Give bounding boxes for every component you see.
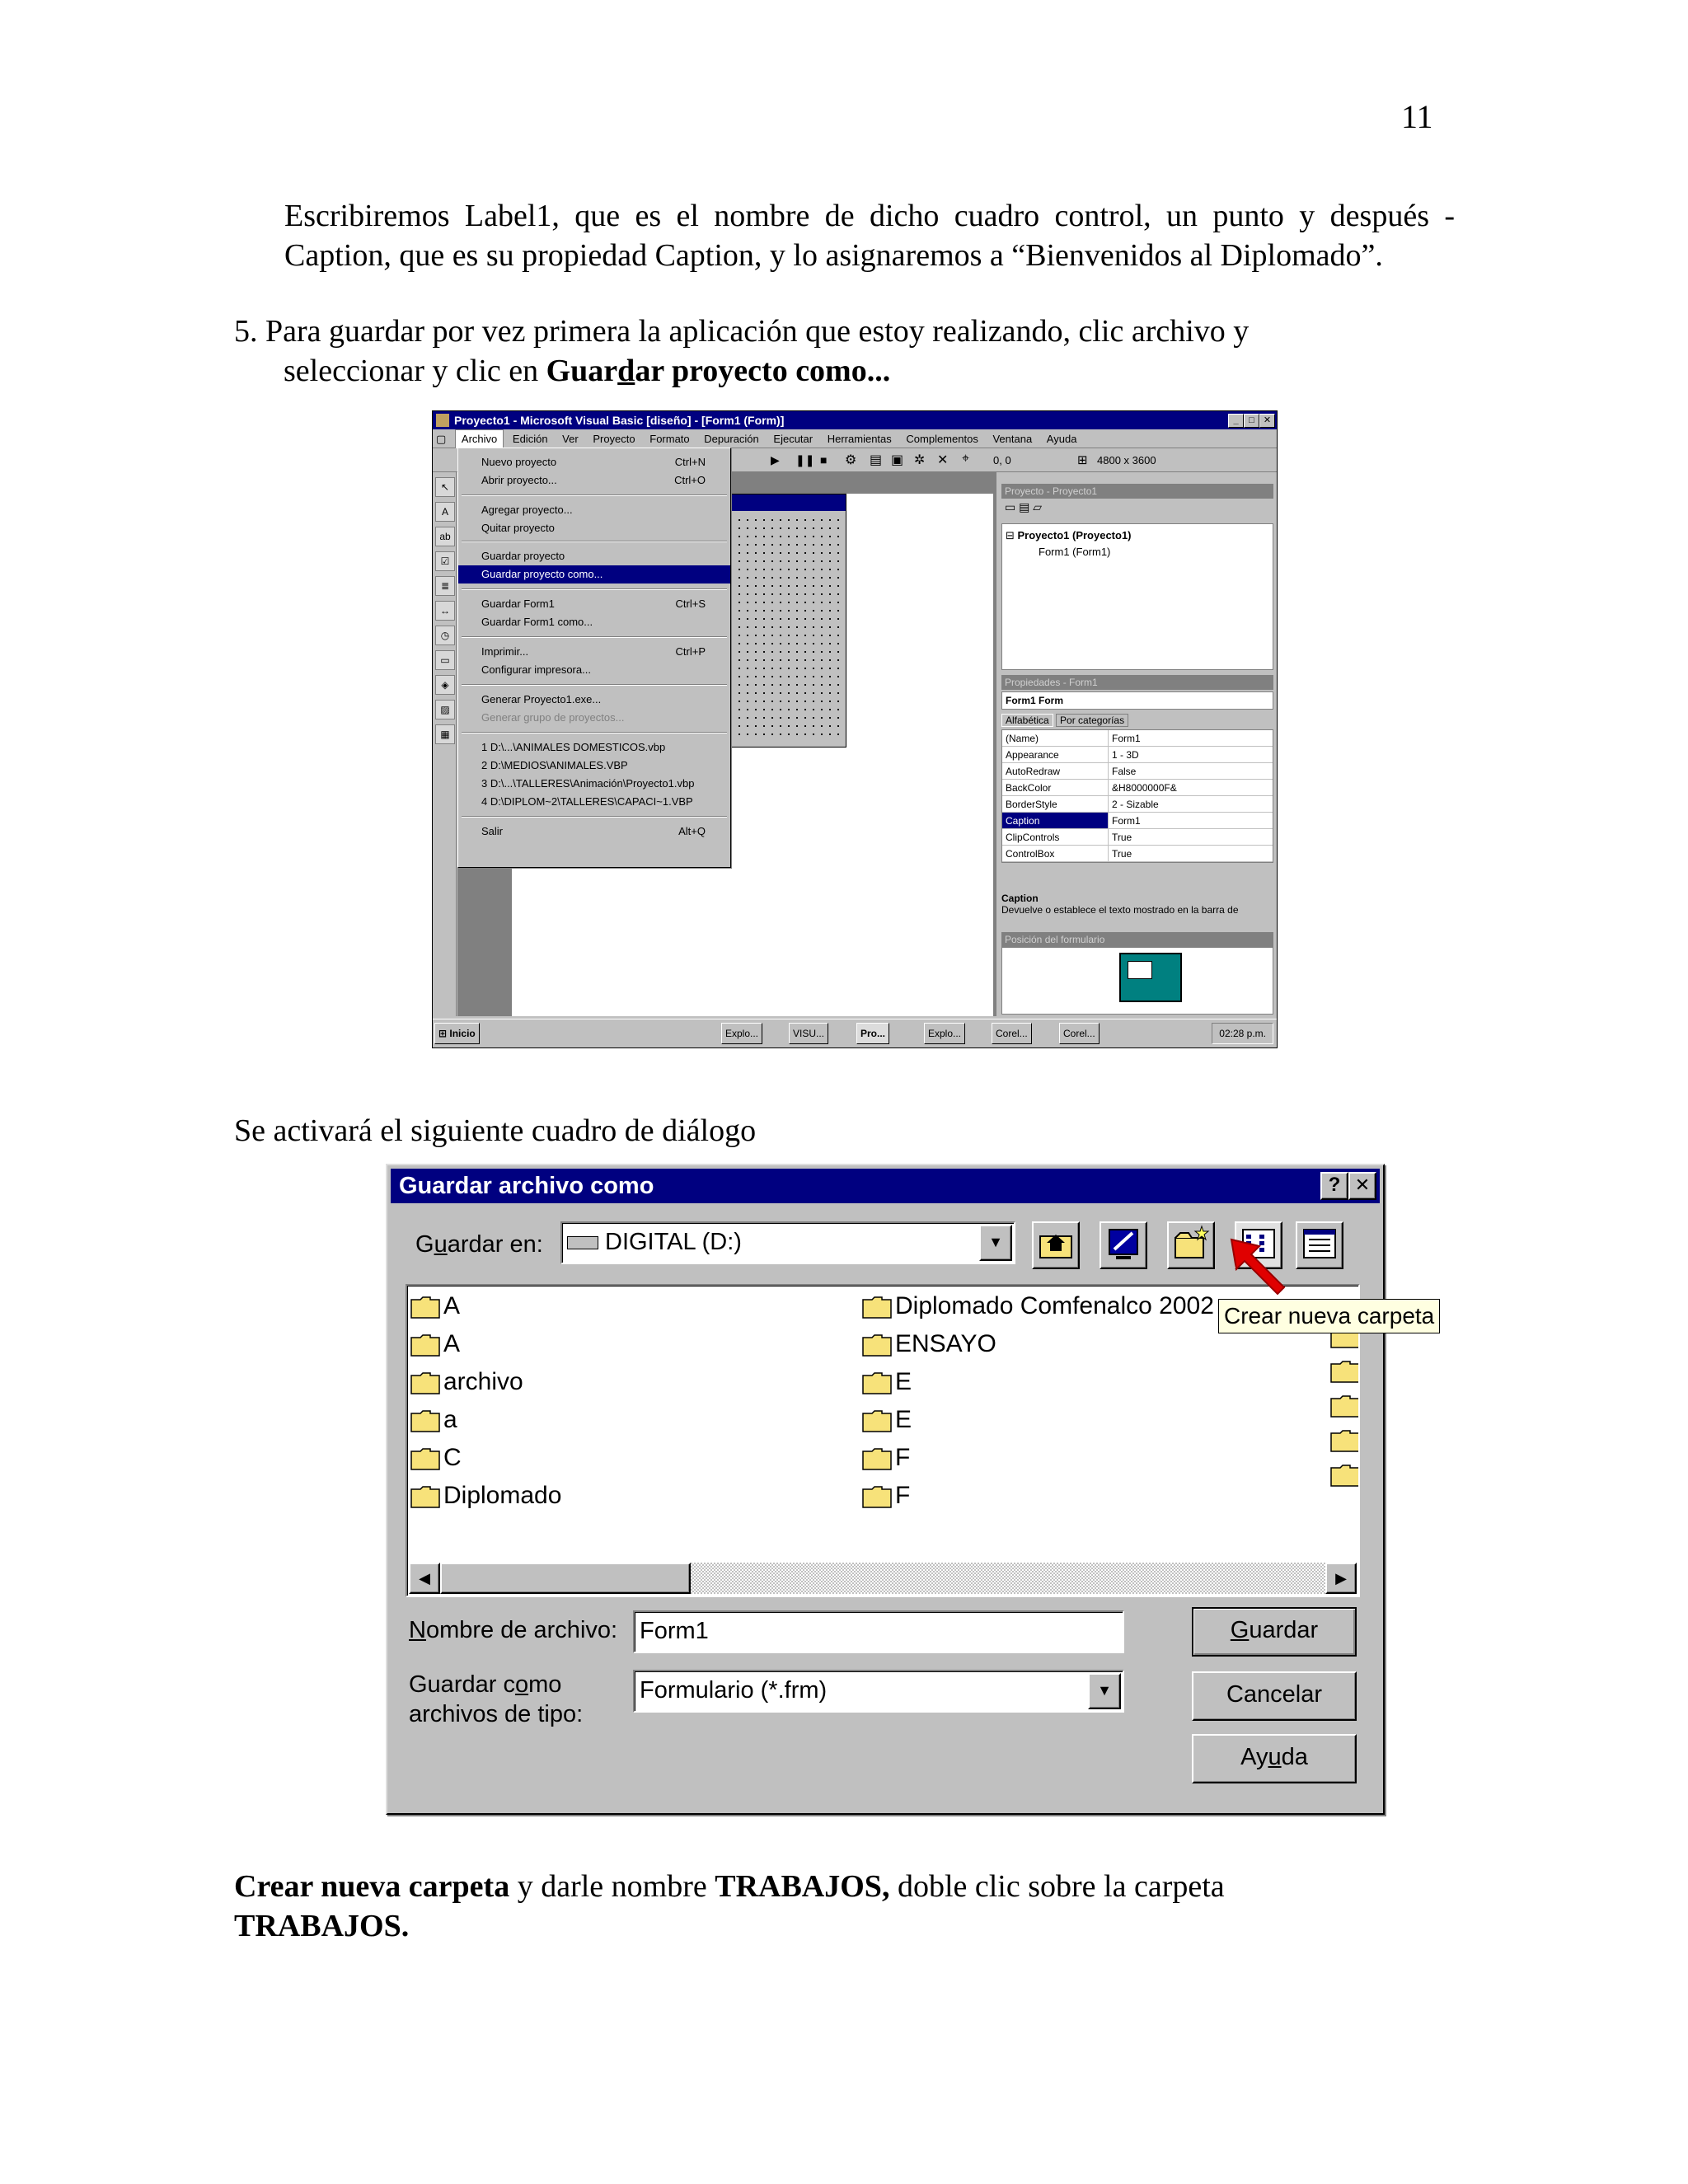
scroll-thumb[interactable]: [440, 1563, 691, 1594]
filename-input[interactable]: Form1: [633, 1610, 1124, 1653]
menu-item-recent-4[interactable]: 4 D:\DIPLOM~2\TALLERES\CAPACI~1.VBP: [481, 795, 693, 808]
menu-separator: [462, 816, 727, 818]
close-icon[interactable]: ✕: [1348, 1172, 1376, 1200]
folder-icon: [410, 1482, 443, 1509]
folder-item[interactable]: [410, 1479, 561, 1513]
form1-titlebar: [730, 494, 846, 511]
folder-label: F: [895, 1482, 911, 1509]
save-in-label: Guardar en:: [415, 1231, 543, 1258]
project-pane-title: Proyecto - Proyecto1: [1001, 484, 1273, 499]
toolbox-icon[interactable]: ✕: [937, 453, 949, 467]
tab-alfabetica[interactable]: Alfabética: [1001, 714, 1053, 727]
task-explorer-2[interactable]: Explo...: [924, 1023, 965, 1044]
folder-icon: [410, 1444, 443, 1471]
menu-item-recent-1[interactable]: 1 D:\...\ANIMALES DOMESTICOS.vbp: [481, 741, 666, 753]
tab-por-categorias[interactable]: Por categorías: [1056, 714, 1128, 727]
drive-icon: [567, 1236, 598, 1249]
project-tree: [1001, 523, 1273, 670]
horizontal-scrollbar[interactable]: [409, 1563, 1357, 1594]
property-name: Caption: [1002, 813, 1109, 829]
properties-pane: [1001, 675, 1273, 889]
step-5-instruction: [234, 312, 1454, 391]
mdi-form-icon: ▢: [436, 433, 447, 445]
position-readout: 0, 0: [993, 454, 1011, 466]
property-row[interactable]: [1002, 846, 1273, 862]
menu-item-guardar-form1-como[interactable]: Guardar Form1 como...: [481, 616, 593, 628]
property-value[interactable]: Form1: [1109, 730, 1273, 747]
folder-label: A: [443, 1330, 461, 1357]
menu-item-guardar-proyecto[interactable]: Guardar proyecto: [481, 550, 565, 562]
menu-depuracion[interactable]: Depuración: [704, 433, 759, 445]
project-explorer-pane: [1001, 484, 1273, 663]
menu-item-recent-2[interactable]: 2 D:\MEDIOS\ANIMALES.VBP: [481, 759, 628, 771]
maximize-icon[interactable]: □: [1244, 414, 1259, 428]
dialog-intro-text: Se activará el siguiente cuadro de diálogo: [234, 1113, 757, 1148]
pause-icon[interactable]: ❚❚: [795, 453, 815, 466]
folder-item[interactable]: [410, 1441, 462, 1475]
property-name: BackColor: [1002, 780, 1109, 796]
start-button[interactable]: ⊞ Inicio: [434, 1023, 480, 1044]
menu-item-nuevo-proyecto[interactable]: Nuevo proyecto Ctrl+N: [481, 456, 706, 468]
size-icon: ⊞: [1077, 453, 1088, 467]
property-row[interactable]: [1002, 796, 1273, 813]
form-layout-icon[interactable]: ▣: [891, 453, 904, 467]
menu-item-agregar-proyecto[interactable]: Agregar proyecto...: [481, 504, 573, 516]
folder-item[interactable]: [862, 1441, 910, 1475]
help-button[interactable]: Ayuda: [1192, 1734, 1357, 1783]
ole-tool-icon[interactable]: ▦: [435, 724, 455, 744]
menu-item-salir[interactable]: Salir Alt+Q: [481, 825, 706, 837]
folder-label: a: [443, 1406, 457, 1433]
props-object-select[interactable]: Form1 Form: [1001, 691, 1273, 710]
menu-edicion[interactable]: Edición: [512, 433, 548, 445]
taskbar-clock: 02:28 p.m.: [1212, 1023, 1273, 1044]
tree-form1[interactable]: Form1 (Form1): [1039, 546, 1111, 558]
folder-label: archivo: [443, 1368, 523, 1395]
task-explorer-1[interactable]: Explo...: [721, 1023, 762, 1044]
menu-separator: [462, 684, 727, 686]
form-layout-pane: [1001, 932, 1273, 1015]
folder-label: F: [895, 1444, 911, 1471]
folder-item[interactable]: [410, 1289, 460, 1324]
property-name: Appearance: [1002, 747, 1109, 763]
property-value[interactable]: True: [1109, 846, 1273, 862]
form1-designer[interactable]: [729, 494, 846, 748]
desc-text: Devuelve o establece el texto mostrado en la barra de: [1001, 904, 1239, 916]
property-value[interactable]: Form1: [1109, 813, 1273, 829]
page-number: 11: [1401, 98, 1433, 135]
menu-separator: [462, 494, 727, 496]
menu-separator: [462, 541, 727, 542]
dialog-title: Guardar archivo como: [399, 1173, 654, 1199]
property-row[interactable]: [1002, 763, 1273, 780]
vb-menubar: [433, 429, 1277, 448]
task-proyecto[interactable]: Pro...: [856, 1023, 889, 1044]
properties-icon[interactable]: ▤: [870, 453, 883, 467]
task-visual[interactable]: VISU...: [789, 1023, 828, 1044]
folder-label: E: [895, 1368, 912, 1395]
menu-herramientas[interactable]: Herramientas: [827, 433, 892, 445]
property-row[interactable]: [1002, 829, 1273, 846]
file-type-label: Guardar como archivos de tipo:: [409, 1671, 584, 1727]
property-row[interactable]: [1002, 813, 1273, 829]
vb-app-icon: [436, 414, 449, 427]
folder-icon: [862, 1330, 895, 1357]
menu-item-configurar-impresora[interactable]: Configurar impresora...: [481, 663, 591, 676]
folder-item[interactable]: [410, 1365, 523, 1399]
folder-label: E: [895, 1406, 912, 1433]
property-value[interactable]: 2 - Sizable: [1109, 796, 1273, 813]
menu-item-generar-grupo: Generar grupo de proyectos...: [481, 711, 625, 724]
folder-label: A: [443, 1292, 461, 1319]
menu-complementos[interactable]: Complementos: [906, 433, 978, 445]
close-icon[interactable]: ✕: [1259, 414, 1275, 428]
dialog-titlebar: [391, 1169, 1380, 1203]
chevron-down-icon[interactable]: ▼: [1088, 1673, 1121, 1709]
menu-ejecutar[interactable]: Ejecutar: [773, 433, 814, 445]
menu-item-guardar-form1[interactable]: Guardar Form1 Ctrl+S: [481, 598, 706, 610]
object-browser-icon[interactable]: ✲: [914, 453, 926, 467]
image-tool-icon[interactable]: ▨: [435, 700, 455, 719]
checkbox-tool-icon[interactable]: ☑: [435, 551, 455, 571]
menu-item-recent-3[interactable]: 3 D:\...\TALLERES\Animación\Proyecto1.vbp: [481, 777, 695, 790]
form-layout-area: [1001, 947, 1273, 1015]
menu-formato[interactable]: Formato: [649, 433, 690, 445]
menu-item-abrir-proyecto[interactable]: Abrir proyecto... Ctrl+O: [481, 474, 706, 486]
property-row[interactable]: [1002, 747, 1273, 763]
folder-icon: [410, 1330, 443, 1357]
menu-separator: [462, 732, 727, 733]
file-menu-dropdown: [457, 448, 731, 868]
minimize-icon[interactable]: _: [1228, 414, 1244, 428]
menu-item-imprimir[interactable]: Imprimir... Ctrl+P: [481, 645, 706, 658]
new-folder-tooltip: Crear nueva carpeta: [1218, 1299, 1440, 1333]
size-readout: 4800 x 3600: [1097, 454, 1156, 466]
desc-title: Caption: [1001, 893, 1039, 904]
red-pointer-arrow-icon: [1226, 1235, 1292, 1301]
run-icon[interactable]: ▶: [771, 453, 780, 466]
folder-item[interactable]: [862, 1289, 1214, 1324]
view-object-icon[interactable]: ▤: [1019, 500, 1030, 513]
cancel-button[interactable]: Cancelar: [1192, 1671, 1357, 1721]
pointer-tool-icon[interactable]: ↖: [435, 477, 455, 497]
final-instruction: Crear nueva carpeta y darle nombre TRABAJOS, doble clic sobre la carpeta TRABAJOS.: [234, 1869, 1225, 1943]
filename-label: Nombre de archivo:: [409, 1617, 618, 1643]
toggle-folders-icon[interactable]: ▱: [1033, 500, 1043, 513]
folder-label: Diplomado: [443, 1482, 562, 1509]
project-pane-toolbar: [1001, 499, 1273, 523]
property-row[interactable]: [1002, 780, 1273, 796]
property-name: BorderStyle: [1002, 796, 1109, 813]
task-corel-2[interactable]: Corel...: [1059, 1023, 1100, 1044]
props-table: [1002, 730, 1273, 862]
position-icon: ⌖: [962, 452, 970, 466]
property-name: ClipControls: [1002, 829, 1109, 846]
menu-proyecto[interactable]: Proyecto: [593, 433, 635, 445]
property-name: AutoRedraw: [1002, 763, 1109, 780]
folder-icon: [862, 1406, 895, 1433]
folder-item[interactable]: [862, 1327, 996, 1361]
chevron-down-icon[interactable]: ▼: [979, 1225, 1012, 1261]
menu-separator: [462, 588, 727, 590]
folder-icon: [410, 1292, 443, 1319]
folder-label: C: [443, 1444, 462, 1471]
label-tool-icon[interactable]: A: [435, 502, 455, 522]
help-icon[interactable]: ?: [1320, 1172, 1348, 1200]
step-5-line1: 5. Para guardar por vez primera la aplicación que estoy realizando, clic archivo y: [234, 314, 1250, 349]
shape-tool-icon[interactable]: ◈: [435, 675, 455, 695]
new-folder-icon[interactable]: [1167, 1221, 1215, 1269]
details-view-icon[interactable]: [1296, 1221, 1343, 1269]
project-explorer-icon[interactable]: ⚙: [845, 453, 857, 467]
property-row[interactable]: [1002, 730, 1273, 747]
folder-item[interactable]: [862, 1479, 910, 1513]
textbox-tool-icon[interactable]: ab: [435, 527, 455, 546]
desktop-icon[interactable]: [1100, 1221, 1147, 1269]
properties-pane-title: Propiedades - Form1: [1001, 675, 1273, 690]
listbox-tool-icon[interactable]: ≣: [435, 576, 455, 596]
tree-root[interactable]: ⊟ Proyecto1 (Proyecto1): [1006, 529, 1132, 541]
form-layout-title: Posición del formulario: [1001, 932, 1273, 947]
folder-icon: [862, 1368, 895, 1395]
save-as-dialog: [386, 1164, 1435, 1815]
stop-icon[interactable]: ■: [820, 453, 828, 466]
menu-archivo[interactable]: Archivo: [455, 429, 504, 449]
vb-ide-screenshot: [432, 410, 1278, 1048]
vb-title: Proyecto1 - Microsoft Visual Basic [diseño] - [Form1 (Form)]: [454, 414, 785, 427]
folder-icon: [862, 1444, 895, 1471]
folder-item[interactable]: [410, 1327, 460, 1361]
monitor-icon: [1119, 953, 1182, 1002]
props-grid: [1001, 729, 1273, 863]
step-5-line2: seleccionar y clic en Guardar proyecto como...: [284, 354, 891, 388]
property-name: ControlBox: [1002, 846, 1109, 862]
property-value[interactable]: &H8000000F&: [1109, 780, 1273, 796]
menu-ayuda[interactable]: Ayuda: [1046, 433, 1077, 445]
file-type-dropdown[interactable]: Formulario (*.frm) ▼: [633, 1670, 1124, 1713]
scroll-tool-icon[interactable]: ↔: [435, 601, 455, 621]
folder-icon: [410, 1406, 443, 1433]
taskbar: [433, 1019, 1277, 1047]
form1-grid[interactable]: [735, 516, 841, 742]
menu-item-generar-exe[interactable]: Generar Proyecto1.exe...: [481, 693, 602, 705]
save-in-dropdown[interactable]: DIGITAL (D:) ▼: [560, 1221, 1015, 1264]
property-value[interactable]: False: [1109, 763, 1273, 780]
up-one-level-icon[interactable]: [1032, 1221, 1080, 1269]
scroll-right-icon[interactable]: ▶: [1325, 1563, 1357, 1594]
timer-tool-icon[interactable]: ◷: [435, 626, 455, 645]
menu-ventana[interactable]: Ventana: [992, 433, 1033, 445]
property-value[interactable]: True: [1109, 829, 1273, 846]
vb-titlebar: [433, 411, 1277, 429]
menu-ver[interactable]: Ver: [562, 433, 579, 445]
folder-item[interactable]: [410, 1403, 457, 1437]
props-description: [1001, 893, 1273, 929]
folder-icon: [862, 1482, 895, 1509]
save-button[interactable]: Guardar: [1192, 1607, 1357, 1657]
paragraph-label-caption: Escribiremos Label1, que es el nombre de dicho cuadro control, un punto y después - Caption, que es su propiedad Caption, y lo asignaremos a “Bienvenidos al Diplomado”.: [284, 199, 1455, 273]
property-value[interactable]: 1 - 3D: [1109, 747, 1273, 763]
menu-item-guardar-proyecto-como[interactable]: Guardar proyecto como...: [458, 565, 730, 583]
folder-item[interactable]: [862, 1403, 912, 1437]
task-corel-1[interactable]: Corel...: [992, 1023, 1032, 1044]
vb-toolbox: [433, 472, 457, 1016]
scroll-left-icon[interactable]: ◀: [409, 1563, 440, 1594]
menu-separator: [462, 636, 727, 638]
folder-label: Diplomado Comfenalco 2002: [895, 1292, 1214, 1319]
folder-label: ENSAYO: [895, 1330, 996, 1357]
folder-icon: [410, 1368, 443, 1395]
props-tabs: [1001, 711, 1273, 729]
folder-tool-icon[interactable]: ▭: [435, 650, 455, 670]
view-code-icon[interactable]: ▭: [1005, 500, 1016, 513]
file-list: [406, 1284, 1360, 1597]
property-name: (Name): [1002, 730, 1109, 747]
folder-icon: [862, 1292, 895, 1319]
partial-folder-column: [1330, 1319, 1360, 1492]
menu-item-quitar-proyecto[interactable]: Quitar proyecto: [481, 522, 555, 534]
folder-item[interactable]: [862, 1365, 912, 1399]
